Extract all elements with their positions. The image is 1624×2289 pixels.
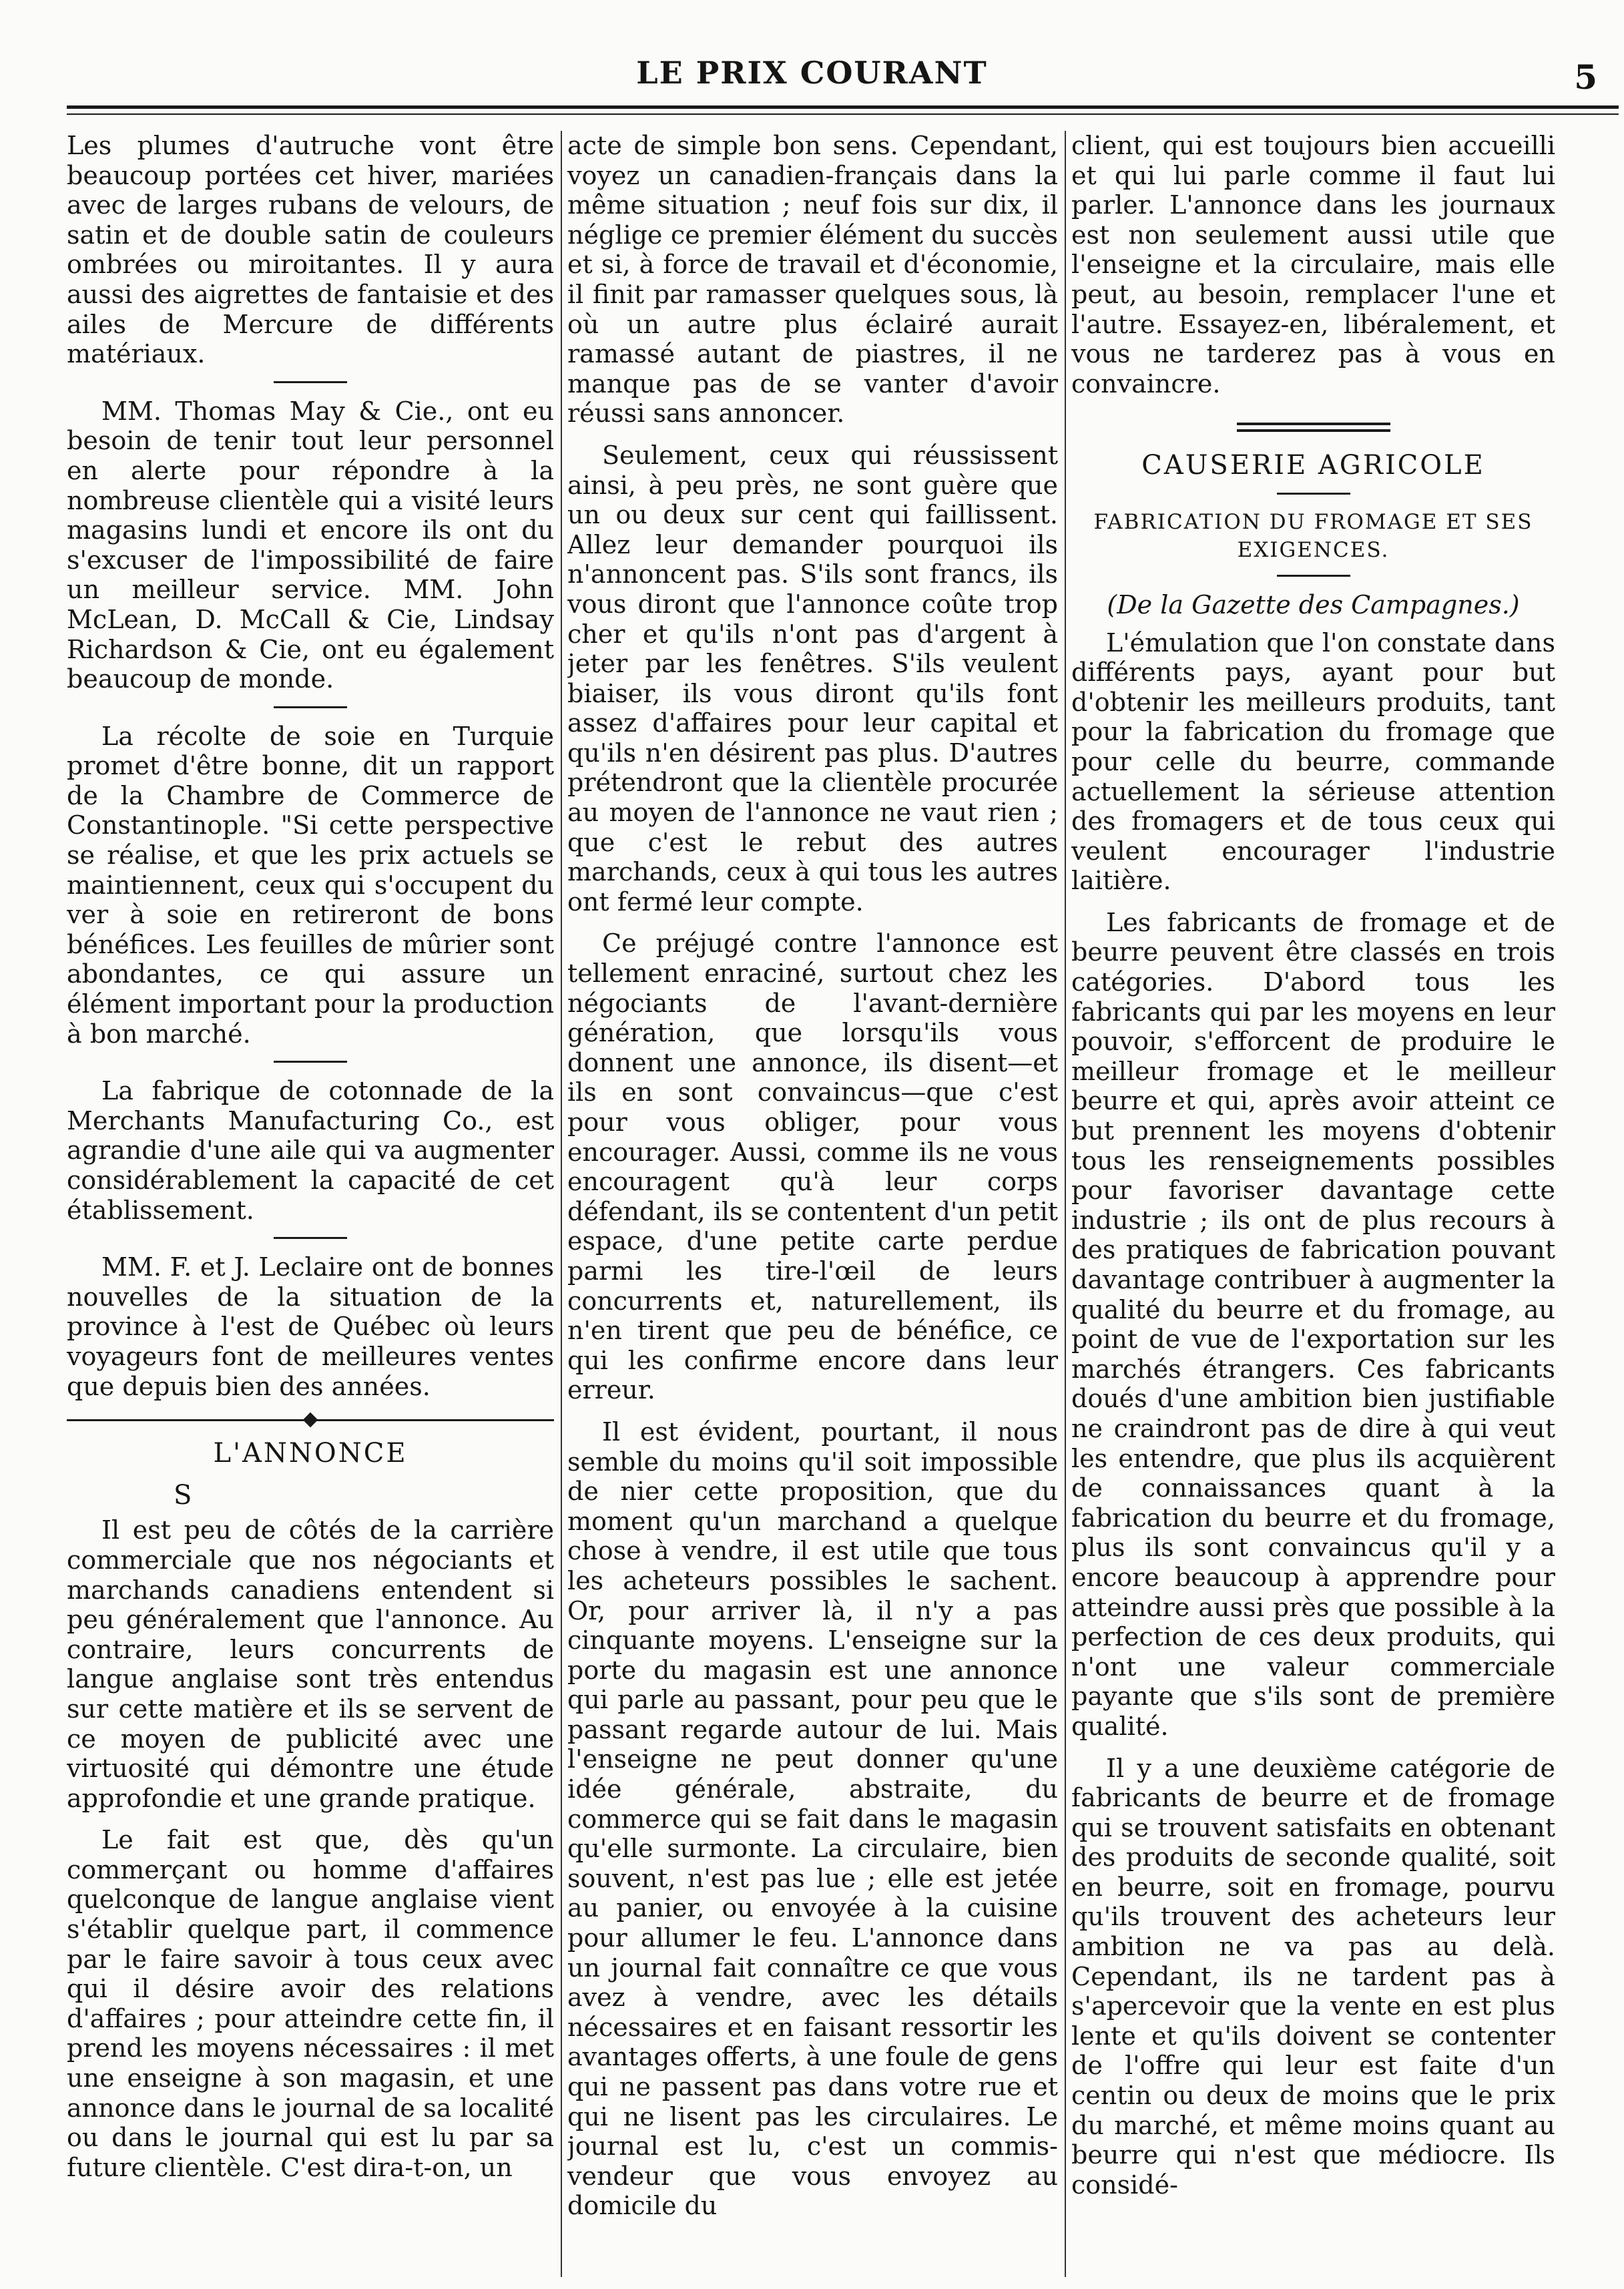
paragraph-soie: La récolte de soie en Turquie promet d'être bonne, dit un rapport de la Chambre de Commerce de Constantinople. "Si cette perspective se réalise, et que les prix actuels se maintiennent, ceux qui s'occupent du ver à soie en retireront de bons bénéfices. Les feuilles de mûrier sont abondantes, ce qui assure un élément important pour la production à bon marché.	[67, 721, 554, 1049]
divider-rule	[274, 381, 347, 383]
paragraph-prejuge: Ce préjugé contre l'annonce est tellement enraciné, surtout chez les négociants de l'avant-dernière génération, que lorsqu'ils vous donnent une annonce, ils disent—et ils en sont convaincus—que c'est pour vous obliger, pour vous encourager. Aussi, comme ils ne vous encouragent qu'à leur corps défendant, ils se contentent d'un petit espace, d'une petite carte perdue parmi les tire-l'œil de leurs concurrents et, naturellement, ils n'en tirent que peu de bénéfice, ce qui les confirme encore dans leur erreur.	[567, 929, 1058, 1405]
paragraph-fabricants: Les fabricants de fromage et de beurre peuvent être classés en trois catégories. D'abord tous les fabricants qui par les moyens en leur pouvoir, s'efforcent de produire le meilleur fromage et le meilleur beurre et qui, après avoir atteint ce but prennent les moyens d'obtenir tous les renseignements possibles pour favoriser davantage cette industrie ; ils ont de plus recours à des pratiques de fabrication pouvant davantage contribuer à augmenter la qualité du beurre et du fromage, au point de vue de l'exportation sur les marchés étrangers. Ces fabricants doués d'une ambition bien justifiable ne craindront pas de dire à qui veut les entendre, que plus ils acquièrent de connaissances quant à la fabrication du beurre et du fromage, plus ils sont convaincus qu'il y a encore beaucoup à apprendre pour atteindre aussi près que possible à la perfection de ces deux produits, qui n'ont une valeur commerciale payante que s'ils sont de première qualité.	[1071, 907, 1555, 1741]
divider-rule	[274, 1061, 347, 1063]
paragraph-deuxieme: Il y a une deuxième catégorie de fabricants de beurre et de fromage qui se trouvent satisfaits en obtenant des produits de seconde qualité, soit en beurre, soit en fromage, pourvu qu'ils trouvent des acheteurs leur ambition ne va pas au delà. Cependant, ils ne tardent pas à s'apercevoir que la vente en est plus lente et qu'ils doivent se contenter de l'offre qui leur est faite d'un centin ou deux de moins que le prix du marché, et même moins quant au beurre qui n'est que médiocre. Ils considé-	[1071, 1753, 1555, 2200]
section-title-causerie: CAUSERIE AGRICOLE	[1141, 450, 1485, 481]
paragraph-cotonnade: La fabrique de cotonnade de la Merchants Manufacturing Co., est agrandie d'une aile qui va augmenter considérablement la capacité de cet établissement.	[67, 1076, 554, 1225]
section-title-annonce: L'ANNONCE	[213, 1438, 408, 1469]
column-divider	[1065, 131, 1066, 2277]
handwritten-mark: S	[174, 1479, 192, 1511]
divider-rule	[1277, 575, 1350, 577]
source-line: (De la Gazette des Campagnes.)	[1107, 589, 1520, 619]
column-2	[567, 131, 1058, 2277]
paragraph-plumes: Les plumes d'autruche vont être beaucoup portées cet hiver, mariées avec de larges rubans de velours, de satin et de double satin de couleurs ombrées ou miroitantes. Il y aura aussi des aigrettes de fantaisie et des ailes de Mercure de différents matériaux.	[67, 131, 554, 369]
column-divider	[561, 131, 562, 2277]
paragraph-may: MM. Thomas May & Cie., ont eu besoin de tenir tout leur personnel en alerte pour répondre à la nombreuse clientèle qui a visité leurs magasins lundi et encore ils ont du s'excuser de l'impossibilité de faire un meilleur service. MM. John McLean, D. McCall & Cie, Lindsay Richardson & Cie, ont eu également beaucoup de monde.	[67, 396, 554, 694]
page-title: LE PRIX COURANT	[636, 55, 988, 91]
paragraph-evident: Il est évident, pourtant, il nous semble du moins qu'il soit impossible de nier cette proposition, que du moment qu'un marchand a quelque chose à vendre, il est utile que tous les acheteurs possibles le sachent. Or, pour arriver là, il n'y a pas cinquante moyens. L'enseigne sur la porte du magasin est une annonce qui parle au passant, pour peu que le passant regarde autour de lui. Mais l'enseigne ne peut donner qu'une idée générale, abstraite, du commerce qui se fait dans le magasin qu'elle surmonte. La circulaire, bien souvent, n'est pas lue ; elle est jetée au panier, ou envoyée à la cuisine pour allumer le feu. L'annonce dans un journal fait connaître ce que vous avez à vendre, avec les détails nécessaires et en faisant ressortir les avantages offerts, à une foule de gens qui ne passent pas dans votre rue et qui ne lisent pas les circulaires. Le journal est lu, c'est un commis-vendeur que vous envoyez au domicile du	[567, 1417, 1058, 2221]
paragraph-annonce-1: Il est peu de côtés de la carrière commerciale que nos négociants et marchands canadiens entendent si peu généralement que l'annonce. Au contraire, leurs concurrents de langue anglaise sont très entendus sur cette matière et ils se servent de ce moyen de publicité avec une virtuosité qui démontre une étude approfondie et une grande pratique.	[67, 1515, 554, 1813]
divider-rule	[274, 1237, 347, 1239]
paragraph-seulement: Seulement, ceux qui réussissent ainsi, à peu près, ne sont guère que un ou deux sur cent qui faillissent. Allez leur demander pourquoi ils n'annoncent pas. S'ils sont francs, ils vous diront que l'annonce coûte trop cher et qu'ils n'ont pas d'argent à jeter par les fenêtres. S'ils veulent biaiser, ils vous diront qu'ils font assez d'affaires pour leur capital et qu'ils n'en désirent pas plus. D'autres prétendront que la clientèle procurée au moyen de l'annonce ne vaut rien ; que c'est le rebut des autres marchands, ceux à qui tous les autres ont fermé leur compte.	[567, 440, 1058, 917]
subheading: FABRICATION DU FROMAGE ET SES EXIGENCES.	[1093, 509, 1533, 562]
page-number: 5	[1574, 57, 1597, 97]
header-rule-thin	[67, 113, 1619, 115]
paragraph-leclaire: MM. F. et J. Leclaire ont de bonnes nouvelles de la situation de la province à l'est de Québec où leurs voyageurs font de meilleures ventes que depuis bien des années.	[67, 1252, 554, 1401]
paragraph-annonce-2: Le fait est que, dès qu'un commerçant ou homme d'affaires quelconque de langue anglaise vient s'établir quelque part, il commence par le faire savoir à tous ceux avec qui il désire avoir des relations d'affaires ; pour atteindre cette fin, il prend les moyens nécessaires : il met une enseigne à son magasin, et une annonce dans le journal de sa localité ou dans le journal qui est lu par sa future clientèle. C'est dira-t-on, un	[67, 1825, 554, 2182]
paragraph-continuation: client, qui est toujours bien accueilli et qui lui parle comme il faut lui parler. L'annonce dans les journaux est non seulement aussi utile que l'enseigne et la circulaire, mais elle peut, au besoin, remplacer l'une et l'autre. Essayez-en, libéralement, et vous ne tarderez pas à vous en convaincre.	[1071, 131, 1555, 399]
column-3	[1071, 131, 1555, 2277]
ornament-rule	[67, 1413, 554, 1428]
column-1	[67, 131, 554, 2277]
page-header	[0, 0, 1624, 120]
divider-rule	[1277, 493, 1350, 495]
paragraph-continuation: acte de simple bon sens. Cependant, voyez un canadien-français dans la même situation ; neuf fois sur dix, il néglige ce premier élément du succès et si, à force de travail et d'économie, il finit par ramasser quelques sous, là où un autre plus éclairé aurait ramassé autant de piastres, il ne manque pas de se vanter d'avoir réussi sans annoncer.	[567, 131, 1058, 429]
divider-rule	[274, 706, 347, 708]
header-rule	[67, 105, 1619, 109]
double-rule	[1237, 423, 1390, 432]
paragraph-emulation: L'émulation que l'on constate dans différents pays, ayant pour but d'obtenir les meilleurs produits, tant pour la fabrication du fromage que pour celle du beurre, commande actuellement la sérieuse attention des fromagers et de tous ceux qui veulent encourager l'industrie laitière.	[1071, 627, 1555, 896]
